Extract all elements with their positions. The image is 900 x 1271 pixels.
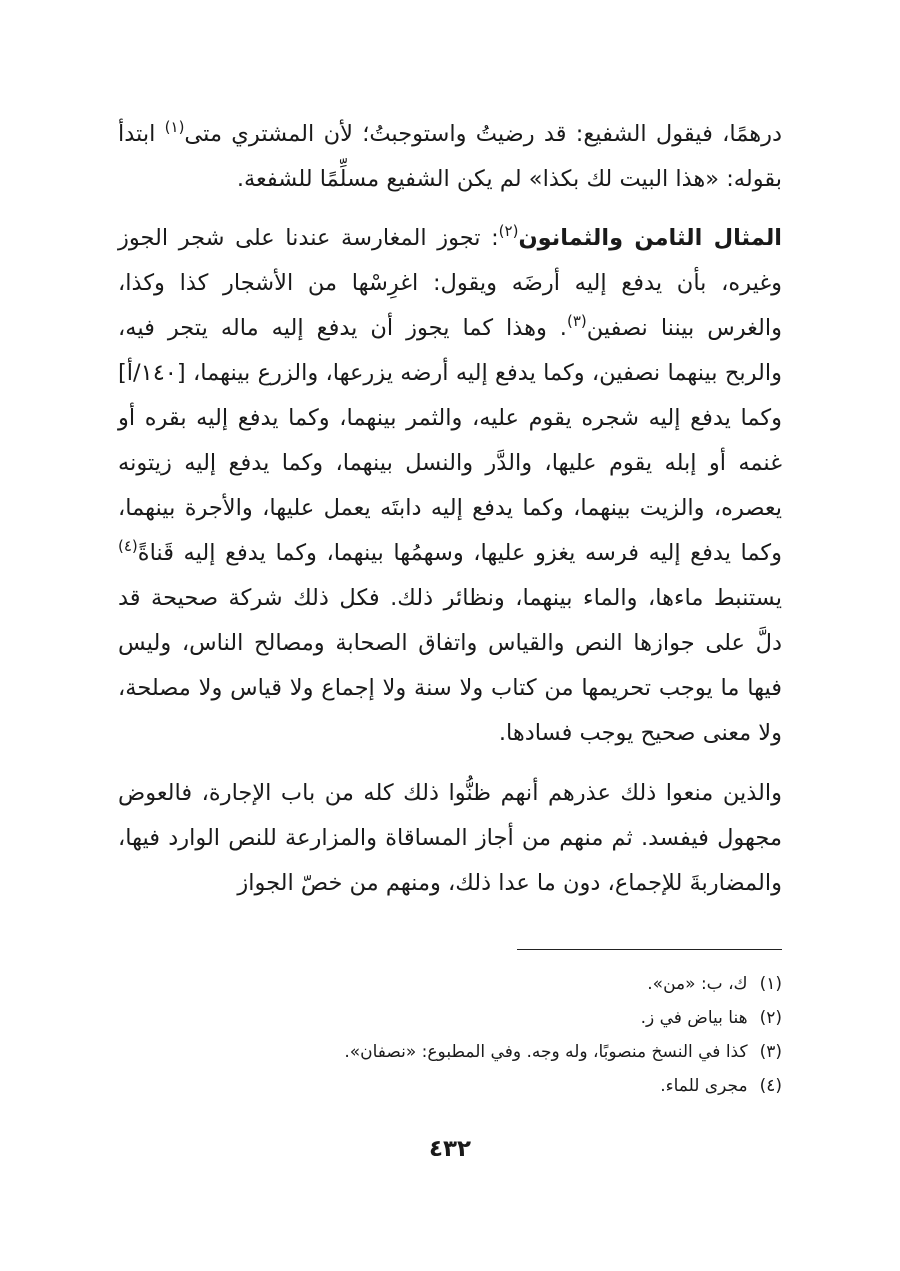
footnote-3 [118, 1035, 782, 1069]
paragraph-1 [118, 112, 782, 202]
paragraph-3-text: والذين منعوا ذلك عذرهم أنهم ظنُّوا ذلك كله من باب الإجارة، فالعوض مجهول فيفسد. ثم منهم من أجاز المساقاة والمزارعة للنص الوارد فيها، والمضاربةَ للإجماع، دون ما عدا ذلك، ومنهم من خصّ الجواز [118, 780, 782, 896]
footnote-separator [517, 949, 782, 950]
footnote-2-text: هنا بياض في ز. [640, 1008, 748, 1028]
paragraph-2-text-c: يستنبط ماءها، والماء بينهما، ونظائر ذلك. فكل ذلك شركة صحيحة قد دلَّ على جوازها النص والقياس واتفاق الصحابة ومصالح الناس، وليس فيها ما يوجب تحريمها من كتاب ولا سنة ولا إجماع ولا قياس ولا مصلحة، ولا معنى صحيح يوجب فسادها. [118, 585, 782, 746]
footnote-1 [118, 967, 782, 1001]
footnote-ref-1: (١) [164, 118, 185, 136]
footnote-1-text: ك، ب: «من». [647, 974, 748, 994]
paragraph-1-text-b: ابتدأ بقوله: «هذا البيت لك بكذا» لم يكن الشفيع مسلِّمًا للشفعة. [118, 121, 782, 192]
footnote-4-text: مجرى للماء. [660, 1076, 748, 1096]
paragraph-3 [118, 771, 782, 906]
footnotes-list [118, 967, 782, 1103]
footnote-1-number: (١) [759, 974, 782, 994]
footnote-3-number: (٣) [759, 1042, 782, 1062]
paragraph-2-text-b: . وهذا كما يجوز أن يدفع إليه ماله يتجر فيه، والربح بينهما نصفين، وكما يدفع إليه أرضه يزرعها، والزرع بينهما، [١٤٠/أ] وكما يدفع إليه شجره يقوم عليه، والثمر بينهما، وكما يدفع إليه بقره أو غنمه أو إبله يقوم عليها، والدَّر والنسل بينهما، وكما يدفع إليه زيتونه يعصره، والزيت بينهما، وكما يدفع إليه دابتَه يعمل عليها، والأجرة بينهما، وكما يدفع إليه فرسه يغزو عليها، وسهمُها بينهما، وكما يدفع إليه قَناةً [118, 315, 782, 566]
footnote-ref-2: (٢) [498, 222, 519, 240]
paragraph-2 [118, 216, 782, 756]
page-number: ٤٣٢ [428, 1136, 472, 1162]
paragraph-2-text-a: : تجوز المغارسة عندنا على شجر الجوز وغيره، بأن يدفع إليه أرضَه ويقول: اغرِسْها من الأشجار كذا وكذا، والغرس بيننا نصفين [118, 225, 783, 341]
footnote-4 [118, 1069, 782, 1103]
footnote-ref-3: (٣) [566, 312, 587, 330]
paragraph-1-text-a: درهمًا، فيقول الشفيع: قد رضيتُ واستوجبتُ؛ لأن المشتري متى [184, 121, 782, 147]
footnote-2-number: (٢) [759, 1008, 782, 1028]
example-heading: المثال الثامن والثمانون [518, 225, 782, 251]
footnote-ref-4: (٤) [118, 537, 138, 555]
footnote-4-number: (٤) [759, 1076, 782, 1096]
footnote-2 [118, 1001, 782, 1035]
book-page [118, 112, 782, 1192]
footnote-3-text: كذا في النسخ منصوبًا، وله وجه. وفي المطبوع: «نصفان». [344, 1042, 748, 1062]
